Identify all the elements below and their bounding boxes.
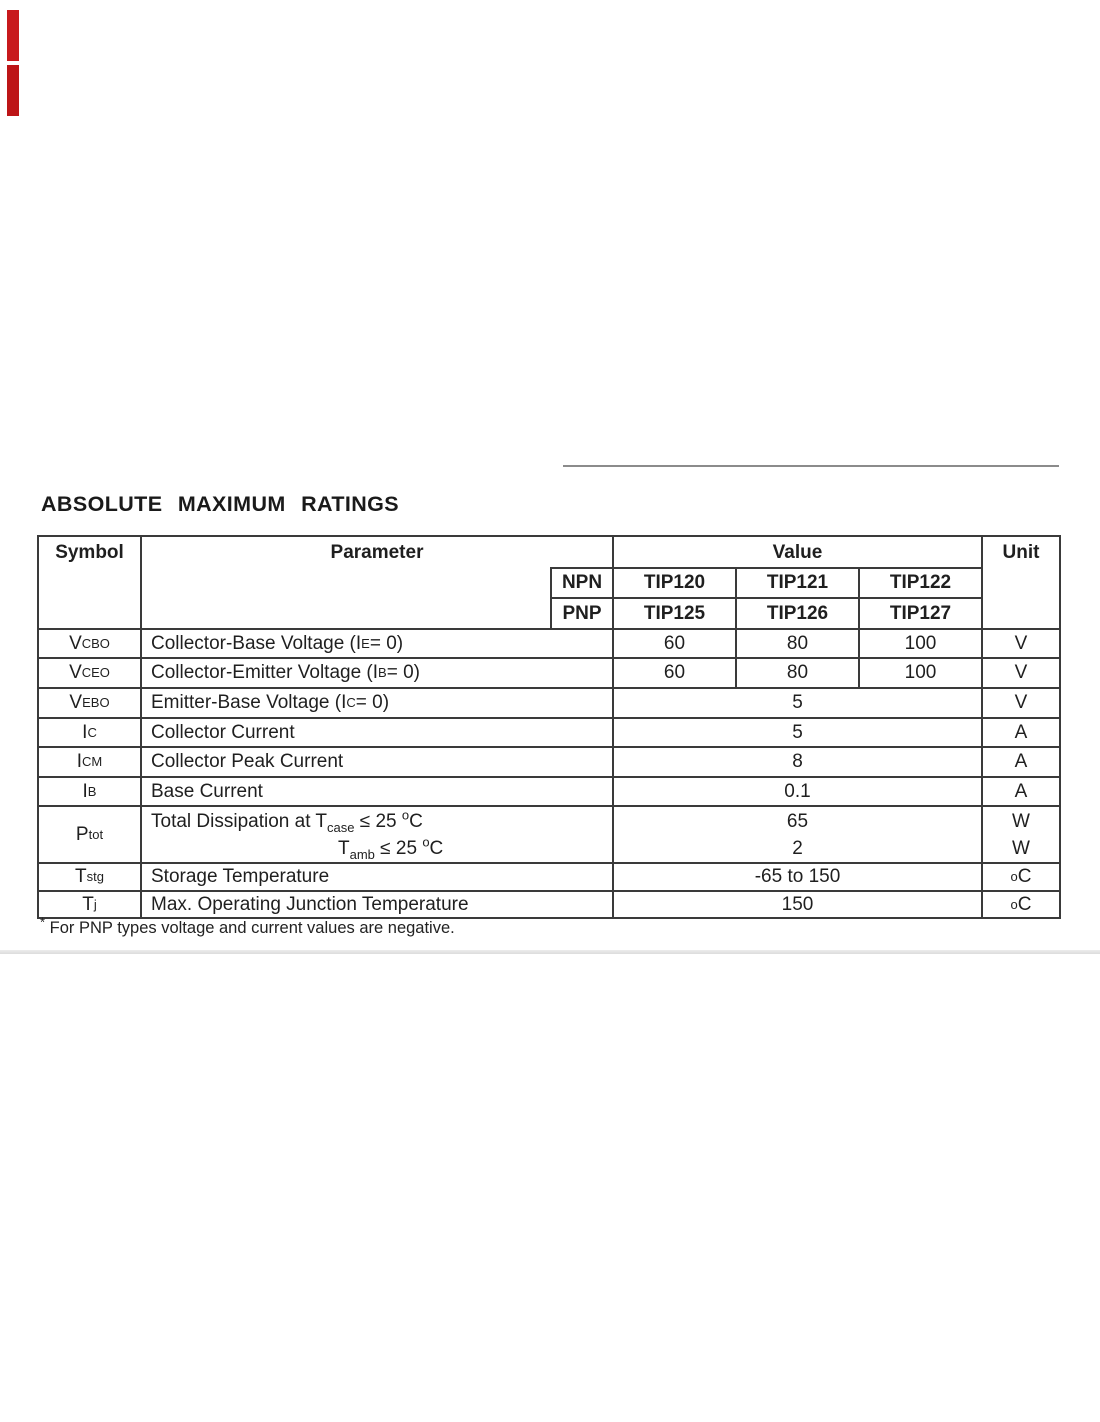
symbol-cell: V CEO xyxy=(39,657,142,687)
footnote: * For PNP types voltage and current values are negative. xyxy=(40,914,455,937)
red-marker-bar-2 xyxy=(7,65,19,116)
value-cell: 80 xyxy=(735,657,858,687)
value-cell: 60 xyxy=(612,657,735,687)
unit-line-1: W xyxy=(1012,810,1030,832)
value-line-2: 2 xyxy=(792,837,803,859)
symbol-cell: I C xyxy=(39,717,142,746)
parameter-cell: Collector Current xyxy=(142,717,612,746)
model-tip121-cell: TIP121 xyxy=(735,567,858,597)
npn-label-cell: NPN xyxy=(550,567,612,597)
value-line-1: 65 xyxy=(786,810,809,832)
symbol-cell: V CBO xyxy=(39,628,142,657)
unit-cell: o C xyxy=(981,890,1059,917)
parameter-line-1: Total Dissipation at $T_{case} \le 25$ $^o$C xyxy=(151,807,423,835)
unit-cell: V xyxy=(981,628,1059,657)
absolute-maximum-ratings-table xyxy=(37,535,1061,919)
column-header-symbol: Symbol xyxy=(39,537,142,628)
parameter-cell: Emitter-Base Voltage (I C = 0) xyxy=(142,687,612,717)
unit-cell: A xyxy=(981,776,1059,805)
value-cell: 60 xyxy=(612,628,735,657)
unit-cell: V xyxy=(981,687,1059,717)
value-cell: 5 xyxy=(612,717,981,746)
symbol-cell: I B xyxy=(39,776,142,805)
value-cell: 100 xyxy=(858,657,981,687)
unit-line-2: W xyxy=(1012,837,1030,859)
model-tip125-cell: TIP125 xyxy=(612,597,735,628)
model-tip122-cell: TIP122 xyxy=(858,567,981,597)
symbol-cell: V EBO xyxy=(39,687,142,717)
parameter-line-2: $T_{amb} \le 25$ $^o$C xyxy=(338,834,444,862)
value-cell: 5 xyxy=(612,687,981,717)
value-cell xyxy=(612,805,981,862)
header-rule xyxy=(563,465,1059,467)
value-cell: 8 xyxy=(612,746,981,776)
symbol-cell: T stg xyxy=(39,862,142,890)
column-header-value: Value xyxy=(612,537,981,567)
value-cell: 80 xyxy=(735,628,858,657)
unit-cell: V xyxy=(981,657,1059,687)
parameter-cell xyxy=(142,805,612,862)
unit-cell xyxy=(981,805,1059,862)
symbol-cell: P tot xyxy=(39,805,142,862)
red-marker-bar-1 xyxy=(7,10,19,61)
page-title: ABSOLUTE MAXIMUM RATINGS xyxy=(41,492,400,516)
pnp-label-cell: PNP xyxy=(550,597,612,628)
parameter-cell: Base Current xyxy=(142,776,612,805)
column-header-unit: Unit xyxy=(981,537,1059,628)
unit-cell: o C xyxy=(981,862,1059,890)
model-tip120-cell: TIP120 xyxy=(612,567,735,597)
value-cell: 0.1 xyxy=(612,776,981,805)
symbol-cell: T j xyxy=(39,890,142,917)
value-cell: -65 to 150 xyxy=(612,862,981,890)
parameter-cell: Storage Temperature xyxy=(142,862,612,890)
model-tip126-cell: TIP126 xyxy=(735,597,858,628)
column-header-parameter: Parameter xyxy=(330,542,424,563)
model-tip127-cell: TIP127 xyxy=(858,597,981,628)
parameter-cell: Collector-Emitter Voltage (I B = 0) xyxy=(142,657,612,687)
parameter-cell: Collector Peak Current xyxy=(142,746,612,776)
parameter-cell: Collector-Base Voltage (I E = 0) xyxy=(142,628,612,657)
value-cell: 150 xyxy=(612,890,981,917)
value-cell: 100 xyxy=(858,628,981,657)
parameter-cell: Max. Operating Junction Temperature xyxy=(142,890,612,917)
symbol-cell: I CM xyxy=(39,746,142,776)
unit-cell: A xyxy=(981,746,1059,776)
section-divider xyxy=(0,950,1100,954)
unit-cell: A xyxy=(981,717,1059,746)
